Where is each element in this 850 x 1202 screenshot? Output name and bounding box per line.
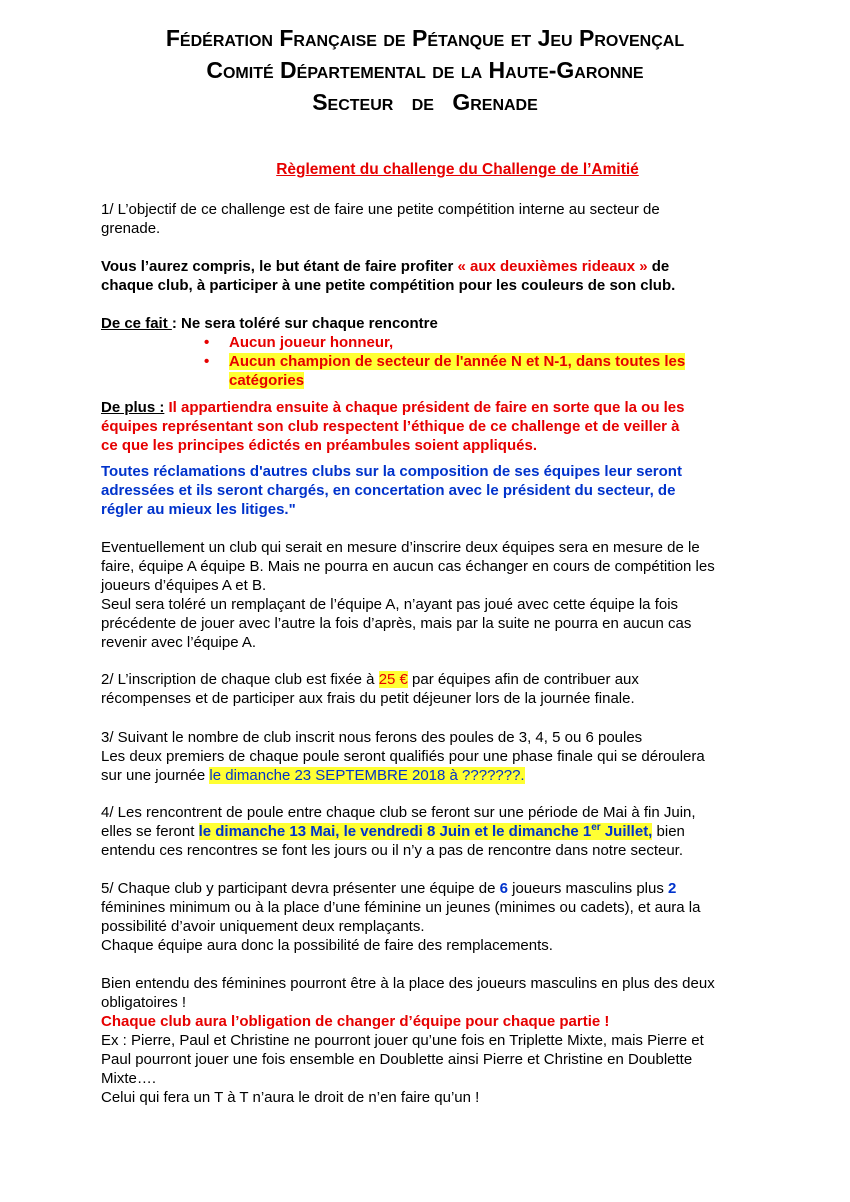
plus-line1: [101, 399, 751, 418]
goal-highlight: « aux deuxièmes rideaux »: [457, 258, 648, 275]
section4-text-end: bien: [652, 823, 685, 840]
reclam-line2: adressées et ils seront chargés, en concertation avec le président du secteur, de: [101, 482, 676, 499]
female-count: 2: [668, 880, 677, 897]
goal-text: Vous l’aurez compris, le but étant de faire profiter: [101, 258, 458, 275]
bullet-2-text-line1: [229, 353, 749, 372]
fait-label: De ce fait: [101, 315, 172, 332]
example-line3: Mixte….: [101, 1070, 157, 1087]
event-line3: joueurs d’équipes A et B.: [101, 577, 267, 594]
fem-line1: Bien entendu des féminines pourront être à la place des joueurs masculins en plus des deux: [101, 975, 715, 992]
section3-line1: 3/ Suivant le nombre de club inscrit nous ferons des poules de 3, 4, 5 ou 6 poules: [101, 729, 643, 746]
bullet-2-highlight-2: catégories: [229, 372, 305, 389]
plus-label: De plus :: [101, 399, 165, 416]
plus-line3: ce que les principes édictés en préambules soient appliqués.: [101, 437, 537, 454]
plus-line2: équipes représentant son club respectent l’éthique de ce challenge et de veiller à: [101, 418, 680, 435]
section5-text-mid: joueurs masculins plus: [507, 880, 669, 897]
section1-line1: 1/ L’objectif de ce challenge est de faire une petite compétition interne au secteur de: [101, 201, 660, 218]
section4-line1: 4/ Les rencontrent de poule entre chaque club se feront sur une période de Mai à fin Juin,: [101, 804, 696, 821]
event-line2: faire, équipe A équipe B. Mais ne pourra en aucun cas échanger en cours de compétition les: [101, 558, 715, 575]
plus-text: Il appartiendra ensuite à chaque président de faire en sorte que la ou les: [164, 399, 685, 416]
header-secteur: Secteur de Grenade: [312, 89, 538, 115]
fait-text: : Ne sera toléré sur chaque rencontre: [171, 315, 438, 332]
section5-line3: possibilité d’avoir uniquement deux remplaçants.: [101, 918, 425, 935]
section1-line2: grenade.: [101, 220, 161, 237]
price-badge: 25 €: [378, 671, 408, 688]
bullet-2: •: [204, 353, 210, 370]
goal-text-end: de: [647, 258, 670, 275]
section5-line4: Chaque équipe aura donc la possibilité de faire des remplacements.: [101, 937, 553, 954]
event-line6: revenir avec l’équipe A.: [101, 634, 257, 651]
section4-text: elles se feront: [101, 823, 199, 840]
section3-line3: [101, 767, 751, 786]
event-line5: précédente de jouer avec l’autre la fois d’après, mais par la suite ne pourra en aucun cas: [101, 615, 692, 632]
section3-line2: Les deux premiers de chaque poule seront qualifiés pour une phase finale qui se déroulera: [101, 748, 705, 765]
final-date: le dimanche 23 SEPTEMBRE 2018 à ???????.: [209, 767, 525, 784]
goal-line2: chaque club, à participer à une petite compétition pour les couleurs de son club.: [101, 277, 676, 294]
pool-dates-end: Juillet,: [600, 823, 653, 840]
fait-line: [101, 315, 751, 334]
event-line4: Seul sera toléré un remplaçant de l’équipe A, n’ayant pas joué avec cette équipe la fois: [101, 596, 679, 613]
example-line4: Celui qui fera un T à T n’aura le droit de n’en faire qu’un !: [101, 1089, 480, 1106]
section3-text: sur une journée: [101, 767, 210, 784]
section2-text-end: par équipes afin de contribuer aux: [407, 671, 639, 688]
pool-dates: [199, 823, 653, 840]
event-line1: Eventuellement un club qui serait en mesure d’inscrire deux équipes sera en mesure de le: [101, 539, 700, 556]
section5-line2: féminines minimum ou à la place d’une féminine un jeunes (minimes ou cadets), et aura la: [101, 899, 701, 916]
fem-line2: obligatoires !: [101, 994, 187, 1011]
example-line2: Paul pourront jouer une fois ensemble en Doublette ainsi Pierre et Christine en Doublette: [101, 1051, 693, 1068]
bullet-1-text: Aucun joueur honneur,: [229, 334, 394, 351]
team-change-warning: Chaque club aura l’obligation de changer d’équipe pour chaque partie !: [101, 1013, 610, 1030]
header-comite: Comité Départemental de la Haute-Garonne: [206, 57, 644, 83]
goal-line1: [101, 258, 751, 277]
pool-dates-sup: er: [591, 822, 601, 833]
section5-text: 5/ Chaque club y participant devra présenter une équipe de: [101, 880, 500, 897]
section4-line3: entendu ces rencontres se font les jours ou il n’y a pas de rencontre dans notre secteur.: [101, 842, 684, 859]
example-line1: Ex : Pierre, Paul et Christine ne pourront jouer qu’une fois en Triplette Mixte, mais Pierre et: [101, 1032, 704, 1049]
section2-line1: [101, 671, 751, 690]
reclam-line3: régler au mieux les litiges.": [101, 501, 296, 518]
bullet-2-highlight: Aucun champion de secteur de l'année N et N-1, dans toutes les: [229, 353, 686, 370]
section5-line1: [101, 880, 751, 899]
players-count: 6: [499, 880, 508, 897]
section4-line2: [101, 823, 751, 842]
section2-text: 2/ L’inscription de chaque club est fixée à: [101, 671, 379, 688]
bullet-2-text-line2: [229, 372, 749, 391]
bullet-1: •: [204, 334, 210, 351]
pool-dates-text: le dimanche 13 Mai, le vendredi 8 Juin et le dimanche 1: [198, 823, 592, 840]
header-federation: Fédération Française de Pétanque et Jeu Provençal: [165, 25, 685, 51]
rules-title: Règlement du challenge du Challenge de l’Amitié: [276, 161, 639, 178]
section2-line2: récompenses et de participer aux frais du petit déjeuner lors de la journée finale.: [101, 690, 635, 707]
reclam-line1: Toutes réclamations d'autres clubs sur la composition de ses équipes leur seront: [101, 463, 682, 480]
